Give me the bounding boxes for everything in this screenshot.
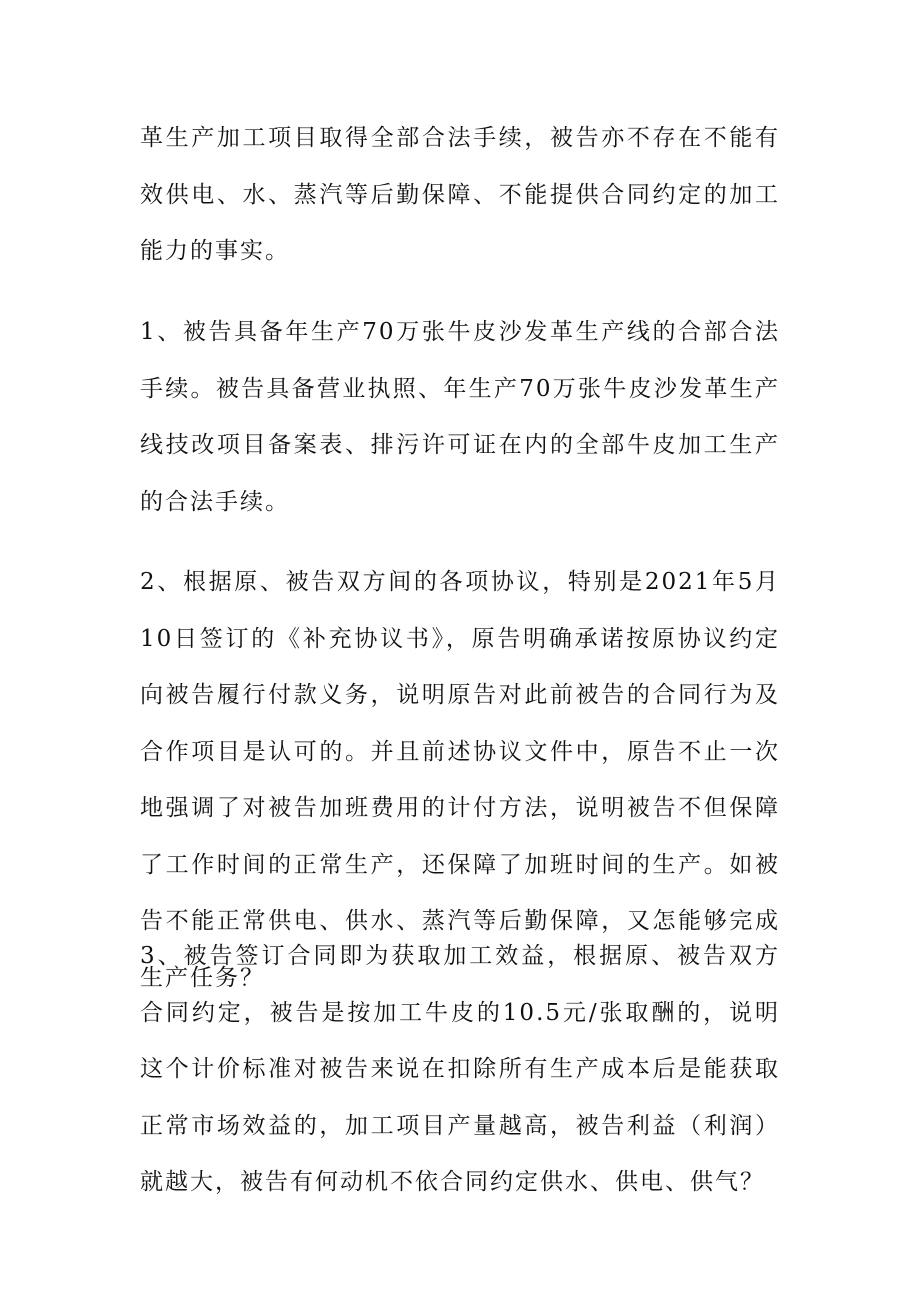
paragraph-point-1: 1、被告具备年生产70万张牛皮沙发革生产线的合部合法手续。被告具备营业执照、年生产70万张牛皮沙发革生产线技改项目备案表、排污许可证在内的全部牛皮加工生产的合法手续。: [140, 319, 780, 515]
paragraph-point-3: 3、被告签订合同即为获取加工效益，根据原、被告双方合同约定，被告是按加工牛皮的10.5元/张取酬的，说明这个计价标准对被告来说在扣除所有生产成本后是能获取正常市场效益的，加工项目产量越高，被告利益（利润）就越大，被告有何动机不依合同约定供水、供电、供气？: [140, 943, 780, 1195]
paragraph-intro: 革生产加工项目取得全部合法手续，被告亦不存在不能有效供电、水、蒸汽等后勤保障、不能提供合同约定的加工能力的事实。: [140, 125, 780, 264]
paragraph-point-2: 2、根据原、被告双方间的各项协议，特别是2021年5月10日签订的《补充协议书》，原告明确承诺按原协议约定向被告履行付款义务，说明原告对此前被告的合同行为及合作项目是认可的。并且前述协议文件中，原告不止一次地强调了对被告加班费用的计付方法，说明被告不但保障了工作时间的正常生产，还保障了加班时间的生产。如被告不能正常供电、供水、蒸汽等后勤保障，又怎能够完成生产任务？: [140, 569, 780, 991]
